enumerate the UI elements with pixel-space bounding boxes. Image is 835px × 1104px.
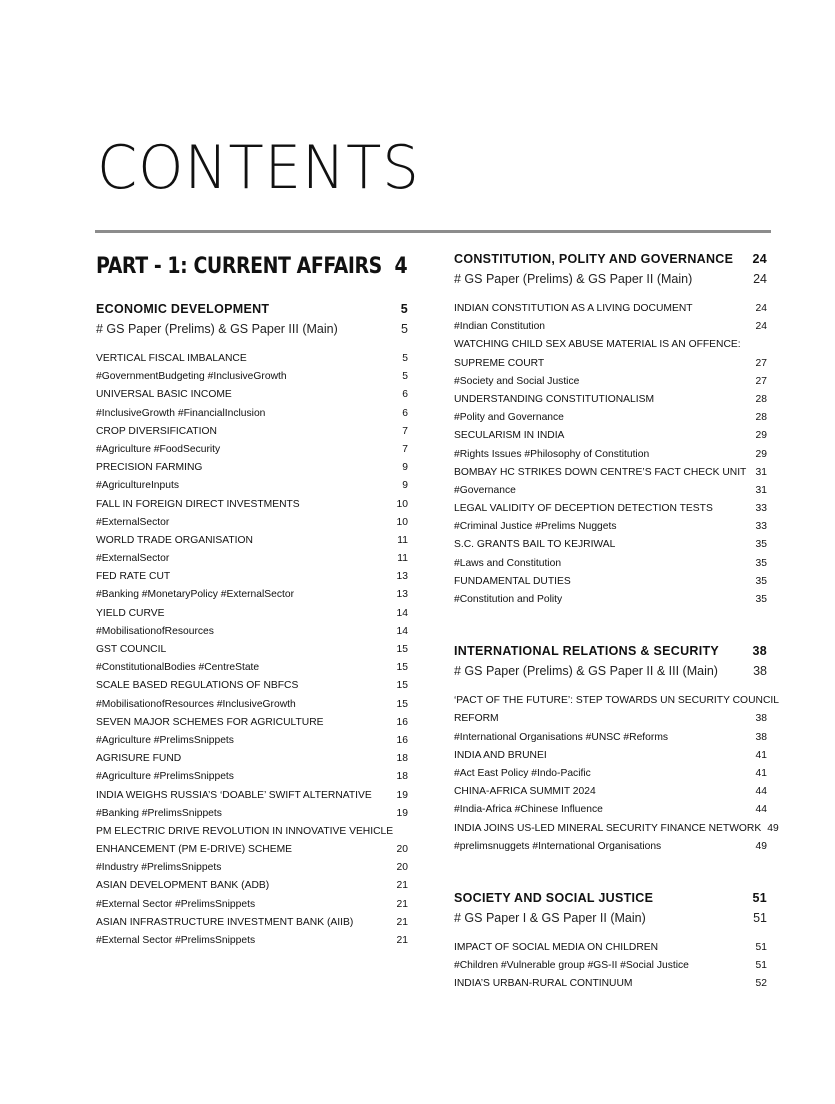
entry-text: SCALE BASED REGULATIONS OF NBFCS [96, 680, 299, 692]
entry-page: 27 [755, 375, 767, 387]
entry-page: 38 [755, 731, 767, 743]
entry-page: 6 [402, 407, 408, 419]
toc-entry[interactable] [454, 409, 767, 427]
entry-page: 21 [396, 916, 408, 928]
section-subheading [96, 322, 408, 344]
entry-page: 6 [402, 389, 408, 401]
entry-text: IMPACT OF SOCIAL MEDIA ON CHILDREN [454, 941, 659, 953]
toc-entry[interactable] [454, 838, 767, 856]
entry-page: 13 [396, 571, 408, 583]
toc-entry[interactable] [454, 482, 767, 500]
toc-entry[interactable] [96, 496, 408, 514]
entry-page: 11 [397, 534, 408, 546]
toc-entry[interactable] [96, 805, 408, 823]
entry-text: #Agriculture #PrelimsSnippets [96, 734, 234, 746]
toc-entry[interactable] [96, 841, 408, 859]
section-title: SOCIETY AND SOCIAL JUSTICE [454, 890, 654, 905]
toc-entry[interactable] [96, 386, 408, 404]
toc-entry[interactable] [454, 427, 767, 445]
toc-entry[interactable] [96, 750, 408, 768]
entry-text: #Governance [454, 484, 516, 496]
entry-page: 44 [755, 804, 767, 816]
entry-page: 52 [755, 978, 767, 990]
entry-text: #Criminal Justice #Prelims Nuggets [454, 521, 617, 533]
section-title: ECONOMIC DEVELOPMENT [96, 302, 270, 316]
toc-entry[interactable] [96, 659, 408, 677]
entry-text: #InclusiveGrowth #FinancialInclusion [96, 407, 266, 419]
entry-text: #India-Africa #Chinese Influence [454, 804, 603, 816]
toc-entry[interactable] [454, 355, 767, 373]
entry-page: 15 [396, 698, 408, 710]
entry-page: 44 [755, 786, 767, 798]
section-page: 24 [752, 252, 767, 266]
entry-text: UNIVERSAL BASIC INCOME [96, 389, 232, 401]
section-title: INTERNATIONAL RELATIONS & SECURITY [454, 644, 720, 659]
toc-entry[interactable] [454, 765, 767, 783]
entry-text: #MobilisationofResources #InclusiveGrowth [96, 698, 296, 710]
entry-text: #Indian Constitution [454, 321, 546, 333]
toc-entry[interactable] [96, 859, 408, 877]
section-heading[interactable] [454, 252, 767, 272]
entry-page: 38 [755, 713, 767, 725]
entry-page: 51 [755, 941, 767, 953]
entry-text: #GovernmentBudgeting #InclusiveGrowth [96, 371, 287, 383]
entry-text: #Agriculture #PrelimsSnippets [96, 771, 234, 783]
page-title: CONTENTS [97, 133, 420, 203]
entry-page: 15 [396, 680, 408, 692]
entry-text: FED RATE CUT [96, 571, 171, 583]
entry-text: SUPREME COURT [454, 357, 545, 369]
entry-text: #MobilisationofResources [96, 625, 214, 637]
entry-page: 35 [755, 539, 767, 551]
toc-entry[interactable] [96, 677, 408, 695]
entry-page: 49 [767, 822, 779, 834]
toc-entry[interactable] [96, 823, 408, 841]
entry-text: #Rights Issues #Philosophy of Constitution [454, 448, 650, 460]
subheading-text: # GS Paper (Prelims) & GS Paper III (Main) [96, 322, 338, 336]
subheading-page: 38 [753, 664, 767, 679]
entry-page: 9 [402, 462, 408, 474]
entry-page: 29 [755, 448, 767, 460]
entry-text: LEGAL VALIDITY OF DECEPTION DETECTION TESTS [454, 503, 713, 515]
entry-text: VERTICAL FISCAL IMBALANCE [96, 353, 247, 364]
toc-entry[interactable] [96, 787, 408, 805]
subheading-page: 51 [753, 910, 767, 925]
toc-entry[interactable] [96, 714, 408, 732]
toc-entry[interactable] [454, 555, 767, 573]
toc-entry[interactable] [454, 747, 767, 765]
entry-text: #Agriculture #FoodSecurity [96, 443, 221, 455]
entry-text: INDIA AND BRUNEI [454, 749, 547, 761]
toc-entry[interactable] [96, 896, 408, 914]
entry-page: 41 [755, 767, 767, 779]
entry-page: 5 [402, 353, 408, 364]
entry-text: #ConstitutionalBodies #CentreState [96, 662, 260, 674]
entry-page: 7 [402, 443, 408, 455]
toc-section [454, 891, 767, 994]
entry-text: SECULARISM IN INDIA [454, 430, 565, 442]
section-subheading [454, 272, 767, 294]
section-heading[interactable] [96, 302, 408, 322]
entry-text: FALL IN FOREIGN DIRECT INVESTMENTS [96, 498, 300, 510]
entry-text: AGRISURE FUND [96, 753, 182, 765]
entry-text: #Constitution and Polity [454, 594, 563, 605]
toc-entry[interactable] [96, 423, 408, 441]
entry-text: PRECISION FARMING [96, 462, 203, 474]
entry-page: 11 [397, 553, 408, 565]
toc-entry[interactable] [454, 710, 767, 728]
entry-page: 35 [755, 575, 767, 587]
toc-entry[interactable] [96, 532, 408, 550]
toc-entry[interactable] [454, 318, 767, 336]
toc-entry[interactable] [454, 801, 767, 819]
entry-page: 9 [402, 480, 408, 492]
entry-page: 7 [402, 425, 408, 437]
toc-entry[interactable] [96, 768, 408, 786]
section-heading[interactable] [454, 891, 767, 911]
entry-page: 18 [396, 771, 408, 783]
right-column [454, 252, 779, 993]
entry-page: 21 [396, 935, 408, 946]
entry-text: REFORM [454, 713, 499, 725]
section-subheading [454, 664, 767, 686]
entry-page: 20 [396, 844, 408, 856]
toc-entry[interactable] [454, 975, 767, 993]
entry-text: #prelimsnuggets #International Organisations [454, 840, 662, 852]
entry-text: #Laws and Constitution [454, 557, 562, 569]
entry-page: 20 [396, 862, 408, 874]
entry-text: INDIA’S URBAN-RURAL CONTINUUM [454, 978, 633, 990]
entry-page: 33 [755, 521, 767, 533]
entry-page: 49 [755, 840, 767, 852]
entry-page: 10 [396, 498, 408, 510]
toc-entry[interactable] [96, 586, 408, 604]
entry-text: #International Organisations #UNSC #Reforms [454, 731, 669, 743]
entry-text: ASIAN DEVELOPMENT BANK (ADB) [96, 880, 270, 892]
left-column [96, 252, 408, 950]
entry-page: 35 [755, 557, 767, 569]
toc-entry[interactable] [96, 441, 408, 459]
entry-page: 28 [755, 412, 767, 424]
entry-page: 15 [396, 644, 408, 655]
entry-page: 21 [396, 880, 408, 892]
toc-entry[interactable] [96, 696, 408, 714]
toc-entry[interactable] [454, 957, 767, 975]
part-page: 4 [394, 254, 408, 279]
entry-text: UNDERSTANDING CONSTITUTIONALISM [454, 393, 655, 405]
toc-entry[interactable] [454, 573, 767, 591]
entry-page: 33 [755, 503, 767, 515]
toc-entry[interactable] [96, 405, 408, 423]
entry-page: 29 [755, 430, 767, 442]
entry-text: #Banking #MonetaryPolicy #ExternalSector [96, 589, 295, 601]
toc-section [454, 644, 779, 856]
left-sections [96, 302, 408, 950]
entry-text: CHINA-AFRICA SUMMIT 2024 [454, 786, 596, 798]
toc-entry[interactable] [96, 877, 408, 895]
entry-text: SEVEN MAJOR SCHEMES FOR AGRICULTURE [96, 716, 324, 728]
entry-text: BOMBAY HC STRIKES DOWN CENTRE’S FACT CHECK UNIT [454, 466, 747, 478]
entry-page: 41 [755, 749, 767, 761]
entry-text: S.C. GRANTS BAIL TO KEJRIWAL [454, 539, 616, 551]
section-page: 51 [752, 890, 767, 905]
entry-page: 16 [396, 716, 408, 728]
entry-page: 27 [755, 357, 767, 369]
toc-entry[interactable] [454, 820, 779, 838]
toc-entry[interactable] [96, 732, 408, 750]
toc-entry[interactable] [96, 550, 408, 568]
toc-entry[interactable] [454, 500, 767, 518]
toc-entry[interactable] [454, 729, 767, 747]
entry-page: 28 [755, 393, 767, 405]
entry-text: #Children #Vulnerable group #GS-II #Social Justice [454, 960, 689, 972]
subheading-text: # GS Paper (Prelims) & GS Paper II (Main) [454, 272, 693, 286]
toc-entry[interactable] [454, 446, 767, 464]
toc-entry[interactable] [96, 368, 408, 386]
toc-entry[interactable] [96, 459, 408, 477]
entry-text: ‘PACT OF THE FUTURE’: STEP TOWARDS UN SECURITY COUNCIL [454, 695, 779, 707]
section-page: 5 [400, 302, 408, 316]
toc-entry[interactable] [96, 477, 408, 495]
entry-text: GST COUNCIL [96, 644, 167, 655]
toc-entry[interactable] [454, 464, 767, 482]
entry-page: 24 [755, 303, 767, 314]
toc-entry[interactable] [96, 568, 408, 586]
entry-text: #Industry #PrelimsSnippets [96, 862, 222, 874]
toc-entry[interactable] [96, 914, 408, 932]
entry-page: 35 [755, 594, 767, 605]
toc-section [454, 252, 767, 609]
entry-text: #External Sector #PrelimsSnippets [96, 898, 256, 910]
entry-page: 19 [396, 789, 408, 801]
subheading-text: # GS Paper (Prelims) & GS Paper II & III (Main) [454, 664, 718, 679]
entry-text: #Society and Social Justice [454, 375, 580, 387]
entry-text: #ExternalSector [96, 516, 170, 528]
entry-page: 13 [396, 589, 408, 601]
entry-text: #AgricultureInputs [96, 480, 179, 492]
entry-text: ENHANCEMENT (PM E-DRIVE) SCHEME [96, 844, 293, 856]
section-page: 38 [752, 644, 767, 659]
entry-text: #External Sector #PrelimsSnippets [96, 935, 256, 946]
entry-text: #ExternalSector [96, 553, 170, 565]
entry-page: 18 [396, 753, 408, 765]
part-heading[interactable] [96, 254, 407, 288]
toc-entry[interactable] [454, 518, 767, 536]
section-subheading [454, 911, 767, 933]
toc-entry[interactable] [454, 591, 767, 609]
entry-text: INDIAN CONSTITUTION AS A LIVING DOCUMENT [454, 303, 693, 314]
entry-text: PM ELECTRIC DRIVE REVOLUTION IN INNOVATIVE VEHICLE [96, 825, 394, 837]
toc-entry[interactable] [454, 336, 767, 354]
entry-text: #Polity and Governance [454, 412, 564, 424]
title-divider [95, 230, 771, 233]
entry-page: 51 [755, 960, 767, 972]
entry-page: 19 [396, 807, 408, 819]
subheading-page: 24 [753, 272, 767, 286]
toc-entry[interactable] [96, 641, 408, 659]
entry-page: 16 [396, 734, 408, 746]
entry-page: 14 [396, 625, 408, 637]
toc-entry[interactable] [96, 623, 408, 641]
entry-page: 14 [396, 607, 408, 619]
entry-text: INDIA JOINS US-LED MINERAL SECURITY FINANCE NETWORK [454, 822, 762, 834]
toc-entry[interactable] [454, 783, 767, 801]
subheading-page: 5 [401, 322, 408, 336]
entry-page: 15 [396, 662, 408, 674]
subheading-text: # GS Paper I & GS Paper II (Main) [454, 910, 646, 925]
entry-text: FUNDAMENTAL DUTIES [454, 575, 571, 587]
entry-text: CROP DIVERSIFICATION [96, 425, 217, 437]
toc-entry[interactable] [454, 536, 767, 554]
toc-entry[interactable] [454, 391, 767, 409]
toc-entry[interactable] [454, 373, 767, 391]
entry-page: 5 [402, 371, 408, 383]
toc-entry[interactable] [96, 514, 408, 532]
entry-text: YIELD CURVE [96, 607, 165, 619]
section-heading[interactable] [454, 644, 767, 664]
right-sections [454, 252, 779, 993]
section-title: CONSTITUTION, POLITY AND GOVERNANCE [454, 252, 734, 266]
toc-entry[interactable] [96, 350, 408, 368]
toc-entry[interactable] [454, 300, 767, 318]
entry-page: 24 [755, 321, 767, 333]
entry-page: 21 [396, 898, 408, 910]
entry-text: WORLD TRADE ORGANISATION [96, 534, 253, 546]
entry-page: 31 [755, 484, 767, 496]
toc-entry[interactable] [454, 692, 779, 710]
entry-page: 31 [755, 466, 767, 478]
entry-text: ASIAN INFRASTRUCTURE INVESTMENT BANK (AIIB) [96, 916, 354, 928]
entry-text: #Banking #PrelimsSnippets [96, 807, 222, 819]
entry-text: INDIA WEIGHS RUSSIA’S ‘DOABLE’ SWIFT ALTERNATIVE [96, 789, 372, 801]
toc-entry[interactable] [96, 932, 408, 950]
toc-section [96, 302, 408, 950]
toc-entry[interactable] [454, 939, 767, 957]
toc-entry[interactable] [96, 605, 408, 623]
entry-text: WATCHING CHILD SEX ABUSE MATERIAL IS AN OFFENCE: [454, 339, 741, 351]
entry-page: 10 [396, 516, 408, 528]
entry-text: #Act East Policy #Indo-Pacific [454, 767, 591, 779]
part-label: PART - 1: CURRENT AFFAIRS [96, 254, 382, 279]
